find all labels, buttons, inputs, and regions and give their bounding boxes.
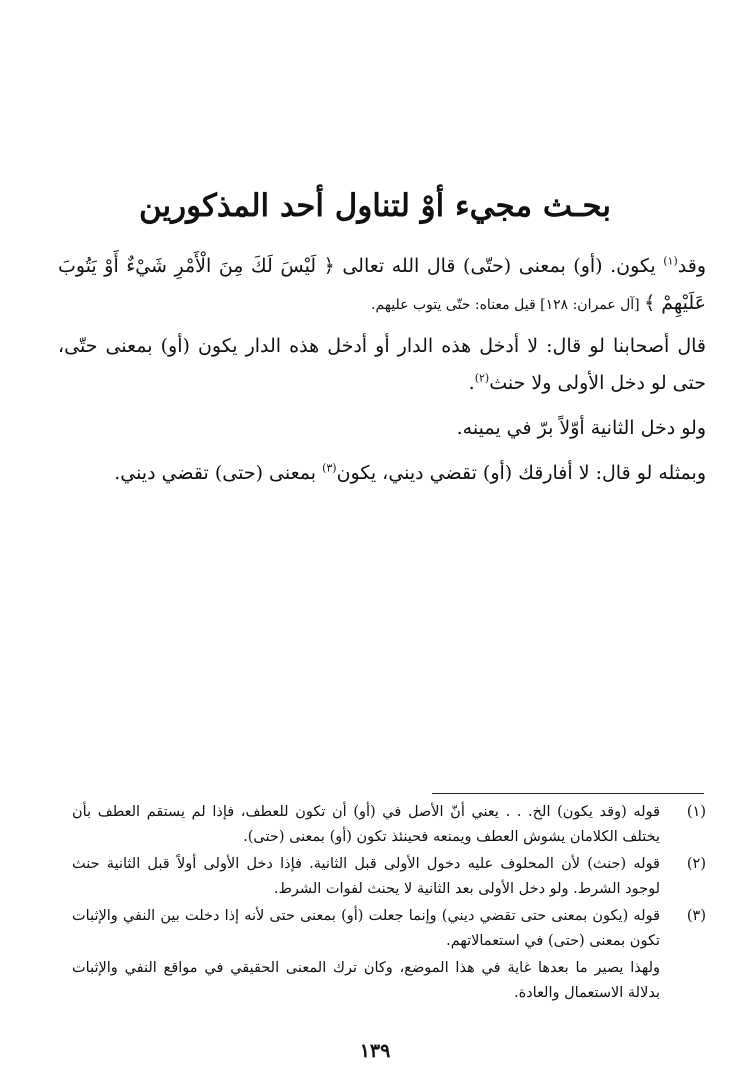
paragraph-2-end: . <box>468 372 475 394</box>
footnote-2 <box>72 852 706 902</box>
paragraph-4-end: بمعنى (حتى) تقضي ديني. <box>114 462 323 484</box>
paragraph-2-text: قال أصحابنا لو قال: لا أدخل هذه الدار أو أدخل هذه الدار يكون (أو) بمعنى حتّى، حتى لو دخل الأولى ولا حنث <box>58 335 706 394</box>
footnote-1 <box>72 800 706 850</box>
paragraph-4-text: وبمثله لو قال: لا أفارقك (أو) تقضي ديني، يكون <box>336 462 706 484</box>
footnote-3 <box>72 904 706 954</box>
footnote-number: (٣) <box>686 908 706 924</box>
paragraph-1-text: يكون. (أو) بمعنى (حتّى) قال الله تعالى ﴿ لَيْسَ لَكَ مِنَ الْأَمْرِ شَيْءٌ أَوْ يَتُوبَ عَلَيْهِمْ ﴾ <box>58 255 706 314</box>
footnote-text: قوله (يكون بمعنى حتى تقضي ديني) وإنما جعلت (أو) بمعنى حتى لأنه إذا دخلت بين النفي والإثبات تكون بمعنى (حتى) في استعمالاتهم. <box>72 908 660 949</box>
footnote-3-continuation: ولهذا يصير ما بعدها غاية في هذا الموضع، وكان ترك المعنى الحقيقي في مواقع النفي والإثبات بدلالة الاستعمال والعادة. <box>72 960 660 1001</box>
footnote-ref-3[interactable]: (٣) <box>322 461 337 475</box>
footnote-text: قوله (وقد يكون) الخ. . . يعني أنّ الأصل في (أو) أن تكون للعطف، فإذا لم يستقم العطف بأن يختلف الكلامان يشوش العطف ويمنعه فحينئذ تكون (أو) بمعنى (حتى). <box>72 804 660 845</box>
footnotes <box>72 800 706 1006</box>
paragraph-2 <box>58 328 706 402</box>
quran-citation: [آل عمران: ١٢٨] قيل معناه: حتّى يتوب عليهم. <box>371 297 645 313</box>
footnote-text: قوله (حنث) لأن المحلوف عليه دخول الأولى قبل الثانية. فإذا دخل الأولى أولاً قبل الثانية حنث لوجود الشرط. ولو دخل الأولى بعد الثانية لا يحنث لفوات الشرط. <box>72 856 660 897</box>
paragraph-4 <box>58 455 706 492</box>
paragraph-1-start: وقد <box>677 255 706 277</box>
footnote-ref-2[interactable]: (٢) <box>474 371 490 385</box>
section-title: بحـث مجيء أوْ لتناول أحد المذكورين <box>138 188 612 224</box>
paragraph-1 <box>58 248 706 324</box>
footnote-divider <box>432 793 704 794</box>
paragraph-3: ولو دخل الثانية أوّلاً برّ في يمينه. <box>456 417 706 439</box>
footnote-ref-1[interactable]: (١) <box>663 254 678 268</box>
footnote-number: (٢) <box>686 856 706 872</box>
page-number: ١٣٩ <box>359 1040 391 1062</box>
main-text <box>58 248 706 500</box>
footnote-number: (١) <box>686 804 706 820</box>
